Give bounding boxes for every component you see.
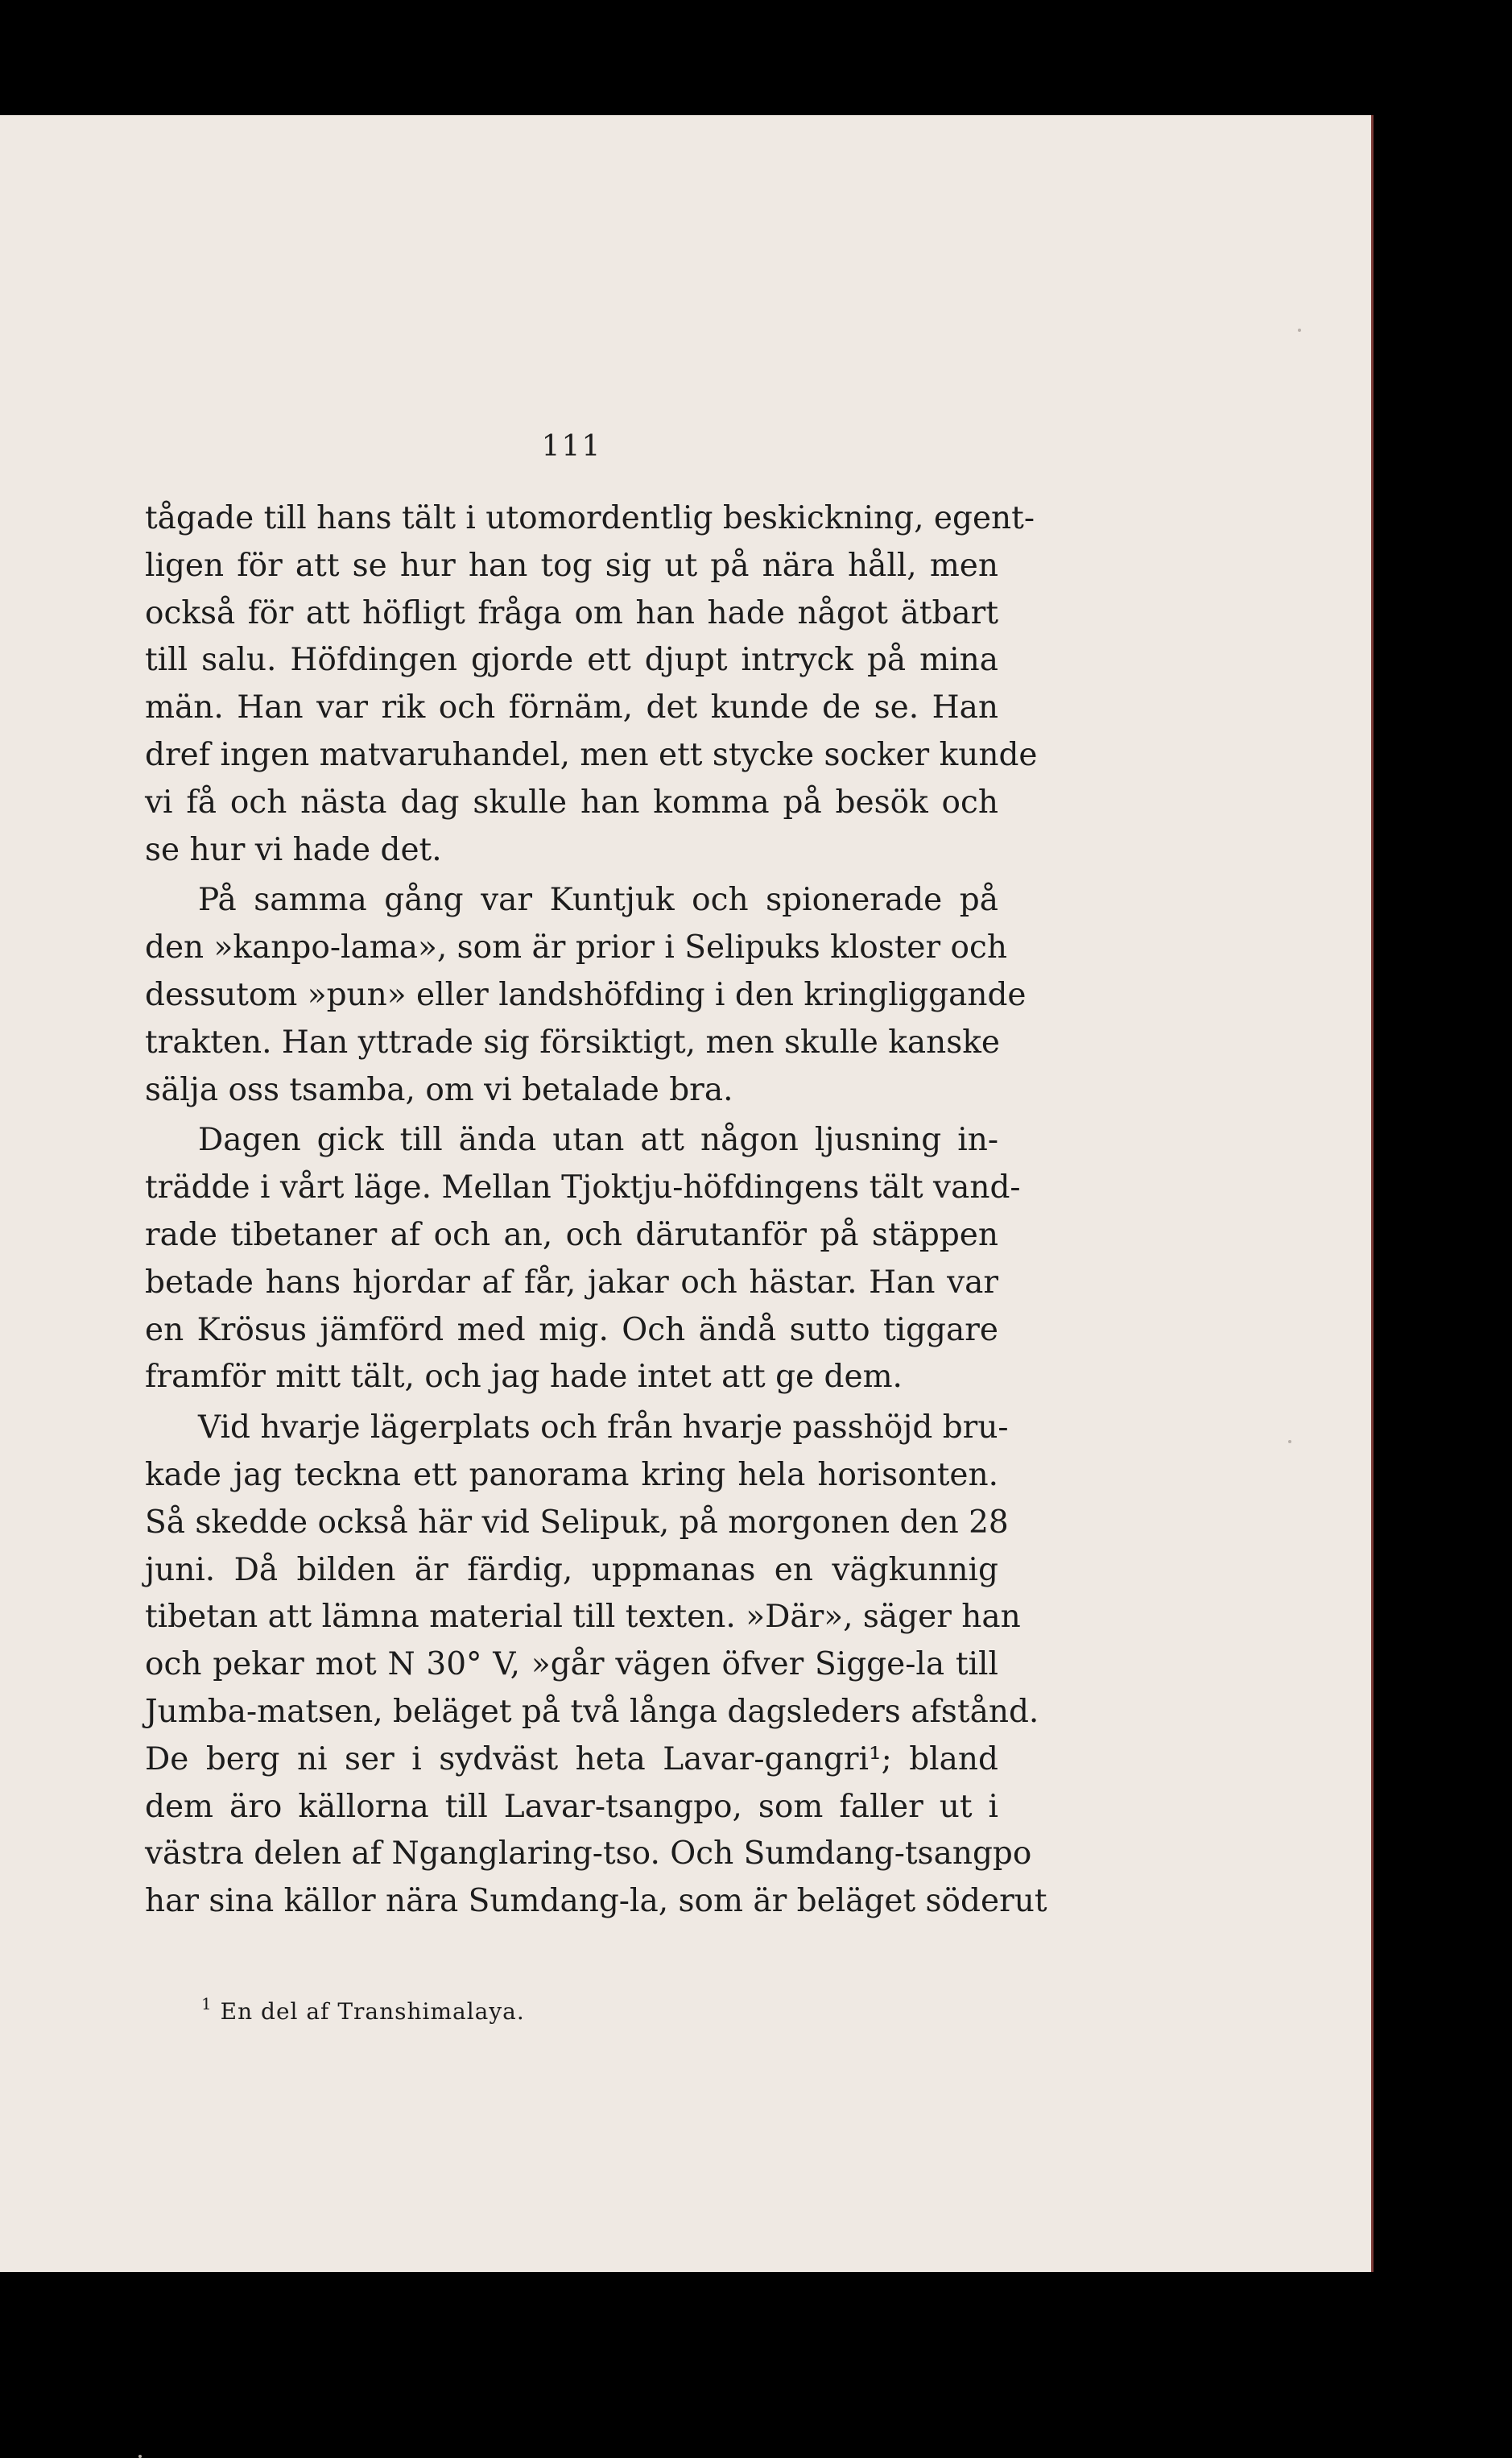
text-line: dessutom »pun» eller landshöfding i den kringliggande: [145, 976, 1027, 1013]
text-line: Dagen gick till ända utan att någon ljusning in-: [198, 1122, 998, 1159]
body-text: [145, 495, 1047, 1926]
text-line: rade tibetaner af och an, och därutanför på stäppen: [145, 1216, 998, 1253]
text-line: också för att höfligt fråga om han hade något ätbart: [145, 594, 998, 631]
paragraph: [145, 495, 1038, 874]
page-number: 111: [541, 430, 602, 463]
paragraph: [145, 1117, 1021, 1401]
text-line: juni. Då bilden är färdig, uppmanas en vägkunnig: [145, 1551, 998, 1588]
text-line: betade hans hjordar af får, jakar och hästar. Han var: [145, 1264, 998, 1301]
text-line: De berg ni ser i sydväst heta Lavar-gangri¹; bland: [145, 1740, 998, 1777]
paragraph: [145, 877, 1027, 1114]
footnote: [201, 1989, 926, 2026]
text-line: sälja oss tsamba, om vi betalade bra.: [145, 1071, 733, 1108]
footnote-marker: 1: [201, 1994, 213, 2013]
paragraph: [145, 1405, 1047, 1926]
paper-speck: [1288, 1440, 1291, 1443]
text-line: dref ingen matvaruhandel, men ett stycke socker kunde: [145, 736, 1038, 773]
text-line: Så skedde också här vid Selipuk, på morgonen den 28: [145, 1504, 1009, 1541]
book-page: [0, 115, 1374, 2272]
text-line: till salu. Höfdingen gjorde ett djupt intryck på mina: [145, 642, 998, 679]
text-line: har sina källor nära Sumdang-la, som är beläget söderut: [145, 1883, 1047, 1920]
text-line: ligen för att se hur han tog sig ut på nära håll, men: [145, 547, 998, 584]
text-line: en Krösus jämförd med mig. Och ändå sutto tiggare: [145, 1311, 998, 1348]
text-line: män. Han var rik och förnäm, det kunde de se. Han: [145, 689, 998, 726]
paper-speck: [1298, 329, 1301, 332]
text-line: tibetan att lämna material till texten. »Där», säger han: [145, 1599, 1021, 1636]
text-line: trädde i vårt läge. Mellan Tjoktju-höfdingens tält vand-: [145, 1169, 1021, 1206]
text-line: trakten. Han yttrade sig försiktigt, men skulle kanske: [145, 1024, 1000, 1061]
text-line: kade jag teckna ett panorama kring hela horisonten.: [145, 1456, 998, 1493]
text-line: framför mitt tält, och jag hade intet att ge dem.: [145, 1359, 903, 1396]
paper-speck: [138, 2455, 142, 2458]
text-line: tågade till hans tält i utomordentlig beskickning, egent-: [145, 500, 1035, 536]
text-line: Vid hvarje lägerplats och från hvarje passhöjd bru-: [198, 1409, 1009, 1446]
text-line: Jumba-matsen, beläget på två långa dagsleders afstånd.: [145, 1693, 1039, 1730]
text-line: den »kanpo-lama», som är prior i Selipuks kloster och: [145, 929, 1007, 966]
footnote-text: En del af Transhimalaya.: [220, 1998, 525, 2025]
text-line: dem äro källorna till Lavar-tsangpo, som faller ut i: [145, 1788, 998, 1825]
text-line: och pekar mot N 30° V, »går vägen öfver Sigge-la till: [145, 1646, 998, 1683]
text-line: västra delen af Nganglaring-tso. Och Sumdang-tsangpo: [145, 1835, 1032, 1872]
text-line: se hur vi hade det.: [145, 831, 442, 868]
text-line: vi få och nästa dag skulle han komma på besök och: [145, 784, 998, 821]
text-line: På samma gång var Kuntjuk och spionerade på: [198, 882, 998, 919]
